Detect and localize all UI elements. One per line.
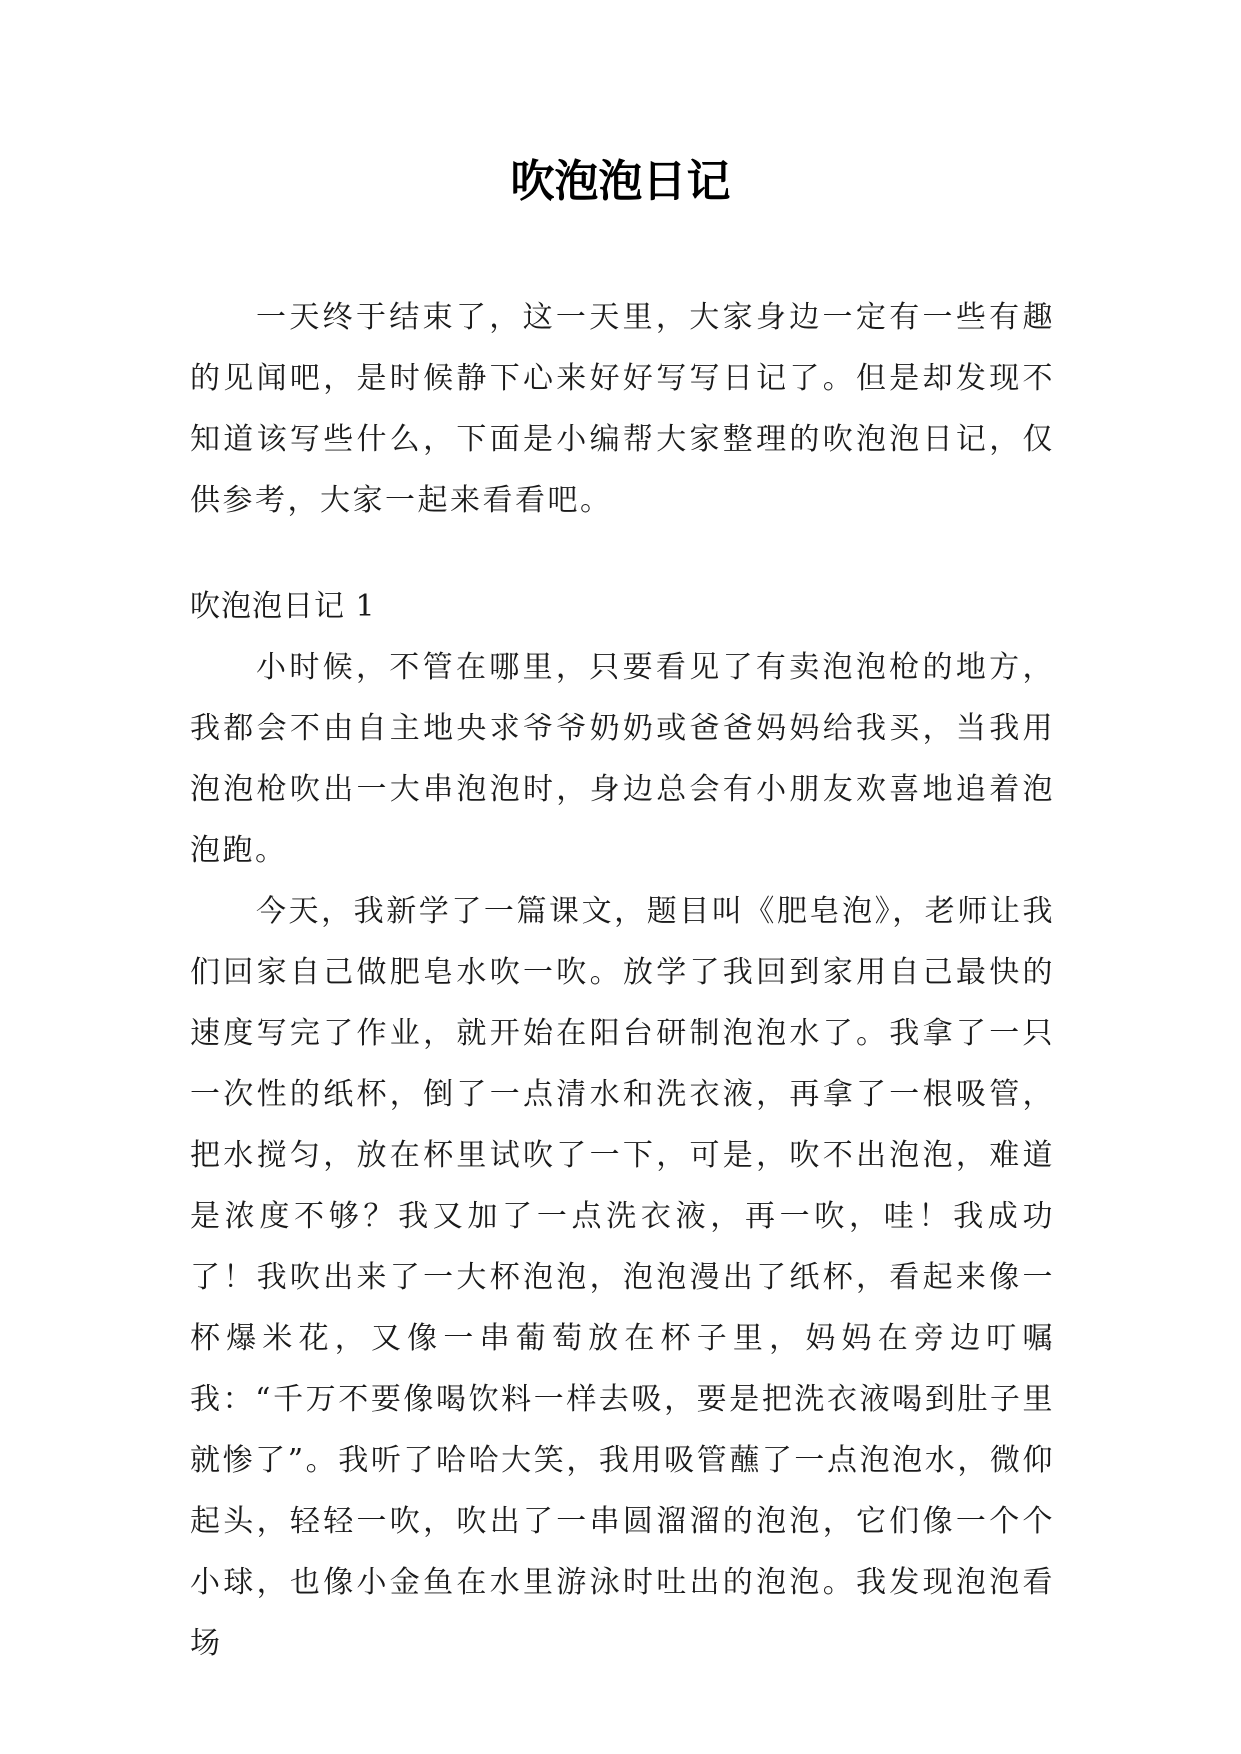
body-paragraph-1: 小时候，不管在哪里，只要看见了有卖泡泡枪的地方，我都会不由自主地央求爷爷奶奶或爸爸妈妈给我买，当我用泡泡枪吹出一大串泡泡时，身边总会有小朋友欢喜地追着泡泡跑。 (190, 650, 1055, 868)
body-paragraph-2: 今天，我新学了一篇课文，题目叫《肥皂泡》，老师让我们回家自己做肥皂水吹一吹。放学了我回到家用自己最快的速度写完了作业，就开始在阳台研制泡泡水了。我拿了一只一次性的纸杯，倒了一点清水和洗衣液，再拿了一根吸管，把水搅匀，放在杯里试吹了一下，可是，吹不出泡泡，难道是浓度不够？我又加了一点洗衣液，再一吹，哇！我成功了！我吹出来了一大杯泡泡，泡泡漫出了纸杯，看起来像一杯爆米花，又像一串葡萄放在杯子里，妈妈在旁边叮嘱我：“千万不要像喝饮料一样去吸，要是把洗衣液喝到肚子里就惨了”。我听了哈哈大笑，我用吸管蘸了一点泡泡水，微仰起头，轻轻一吹，吹出了一串圆溜溜的泡泡，它们像一个个小球，也像小金鱼在水里游泳时吐出的泡泡。我发现泡泡看场 (190, 894, 1055, 1661)
section-heading: 吹泡泡日记 1 (190, 589, 376, 624)
document-title: 吹泡泡日记 (510, 156, 731, 207)
intro-paragraph: 一天终于结束了，这一天里，大家身边一定有一些有趣的见闻吧，是时候静下心来好好写写日记了。但是却发现不知道该写些什么，下面是小编帮大家整理的吹泡泡日记，仅供参考，大家一起来看看吧。 (190, 300, 1055, 518)
